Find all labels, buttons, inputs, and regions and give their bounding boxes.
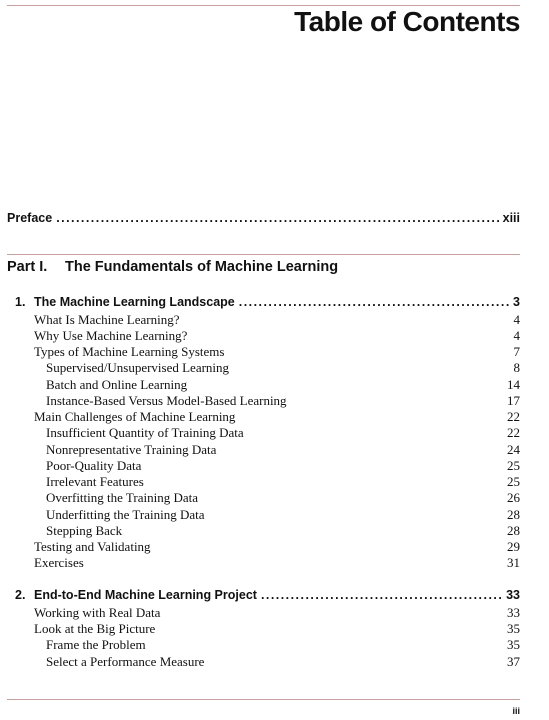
entry-page: 28: [507, 507, 520, 522]
entry-page: 26: [507, 490, 520, 505]
toc-subentry[interactable]: [46, 425, 520, 441]
entry-label: Underfitting the Training Data: [46, 507, 205, 522]
page-number: iii: [512, 706, 520, 716]
entry-page: 35: [507, 637, 520, 652]
entry-label: Exercises: [34, 555, 84, 570]
toc-entry[interactable]: [34, 621, 520, 637]
leader-dots: [239, 295, 509, 309]
toc-subentry[interactable]: [46, 474, 520, 490]
toc-subentry[interactable]: [46, 458, 520, 474]
entry-label: Overfitting the Training Data: [46, 490, 199, 505]
entry-label: Working with Real Data: [34, 605, 161, 620]
toc-entry[interactable]: [34, 605, 520, 621]
part-heading[interactable]: [7, 259, 338, 275]
entry-page: 22: [507, 425, 520, 440]
entry-page: 25: [507, 474, 520, 489]
entry-label: Why Use Machine Learning?: [34, 328, 188, 343]
toc-subentry[interactable]: [46, 654, 520, 670]
entry-label: Nonrepresentative Training Data: [46, 442, 217, 457]
entry-label: Frame the Problem: [46, 637, 146, 652]
entry-label: Main Challenges of Machine Learning: [34, 409, 236, 424]
toc-subentry[interactable]: [46, 393, 520, 409]
toc-entry[interactable]: [34, 312, 520, 328]
toc-subentry[interactable]: [46, 637, 520, 653]
entry-label: Batch and Online Learning: [46, 377, 188, 392]
entry-page: 29: [507, 539, 520, 554]
toc-subentry[interactable]: [46, 442, 520, 458]
entry-page: 33: [507, 605, 520, 620]
chapter-number: 1.: [15, 295, 26, 309]
entry-label: Instance-Based Versus Model-Based Learning: [46, 393, 287, 408]
entry-label: Stepping Back: [46, 523, 123, 538]
entry-page: 37: [507, 654, 520, 669]
entry-page: 35: [507, 621, 520, 636]
entry-label: Look at the Big Picture: [34, 621, 156, 636]
entry-page: 8: [513, 360, 520, 375]
toc-entry[interactable]: [34, 409, 520, 425]
part-number: Part I.: [7, 259, 48, 275]
chapter-title: The Machine Learning Landscape: [34, 295, 235, 309]
entry-page: 4: [513, 312, 520, 327]
chapter-number: 2.: [15, 588, 26, 602]
chapter-page: 3: [513, 295, 520, 309]
toc-subentry[interactable]: [46, 377, 520, 393]
entry-label: Select a Performance Measure: [46, 654, 205, 669]
entry-page: 31: [507, 555, 520, 570]
toc-subentry[interactable]: [46, 507, 520, 523]
chapter-2[interactable]: [15, 588, 520, 602]
entry-label: Testing and Validating: [34, 539, 151, 554]
toc-preface[interactable]: [7, 211, 520, 225]
toc-subentry[interactable]: [46, 490, 520, 506]
toc-subentry[interactable]: [46, 523, 520, 539]
page-title: Table of Contents: [294, 6, 520, 37]
entry-label: Irrelevant Features: [46, 474, 144, 489]
bottom-rule: [7, 699, 520, 700]
toc-entry[interactable]: [34, 539, 520, 555]
chapter-1[interactable]: [15, 295, 520, 309]
toc-entry[interactable]: [34, 328, 520, 344]
entry-label: Supervised/Unsupervised Learning: [46, 360, 230, 375]
preface-page: xiii: [502, 211, 520, 225]
entry-page: 25: [507, 458, 520, 473]
chapter-page: 33: [506, 588, 520, 602]
toc-entry[interactable]: [34, 555, 520, 571]
toc-entry[interactable]: [34, 344, 520, 360]
part-title: The Fundamentals of Machine Learning: [65, 259, 339, 275]
entry-page: 24: [507, 442, 520, 457]
part-rule: [7, 254, 520, 255]
entry-page: 28: [507, 523, 520, 538]
toc-subentry[interactable]: [46, 360, 520, 376]
leader-dots: [261, 588, 502, 602]
entry-page: 22: [507, 409, 520, 424]
preface-label: Preface: [7, 211, 53, 225]
entry-label: Insufficient Quantity of Training Data: [46, 425, 244, 440]
entry-page: 14: [507, 377, 520, 392]
entry-page: 7: [513, 344, 520, 359]
leader-dots: [56, 211, 498, 225]
entry-label: Types of Machine Learning Systems: [34, 344, 225, 359]
entry-page: 17: [507, 393, 520, 408]
entry-page: 4: [513, 328, 520, 343]
entry-label: Poor-Quality Data: [46, 458, 142, 473]
entry-label: What Is Machine Learning?: [34, 312, 180, 327]
chapter-title: End-to-End Machine Learning Project: [34, 588, 257, 602]
